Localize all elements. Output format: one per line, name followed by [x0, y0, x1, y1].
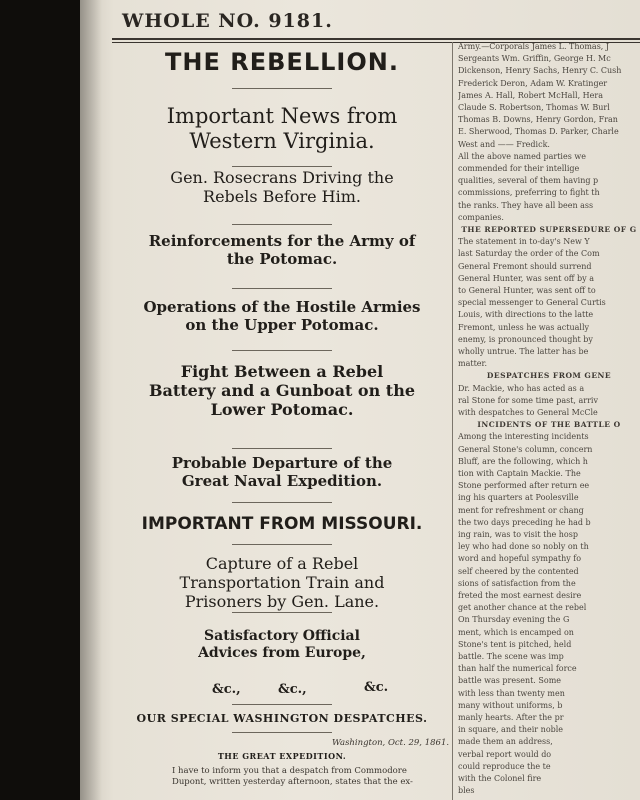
headline-rebellion: THE REBELLION.	[165, 48, 399, 76]
despatches-heading: OUR SPECIAL WASHINGTON DESPATCHES.	[136, 712, 428, 725]
column-text-line: ment, which is encamped on	[458, 627, 574, 637]
column-text-line: All the above named parties we	[458, 151, 586, 161]
column-subhead: THE REPORTED SUPERSEDURE OF G	[461, 225, 637, 234]
column-text-line: in square, and their noble	[458, 725, 564, 735]
column-text-line: ley who had done so nobly on th	[458, 542, 589, 552]
column-text-line: tion with Captain Mackie. The	[458, 469, 581, 478]
headline-hostile-armies: Operations of the Hostile Armies on the Upper Potomac.	[143, 298, 421, 334]
column-text-line: wholly untrue. The latter has be	[458, 347, 589, 356]
column-text-line: to General Hunter, was sent off to	[458, 286, 596, 295]
column-text-line: Thomas B. Downs, Henry Gordon, Fran	[458, 115, 618, 125]
headline-gen-lane: Capture of a Rebel Transportation Train and Prisoners by Gen. Lane.	[179, 554, 385, 612]
column-text-line: General Hunter, was sent off by a	[458, 273, 594, 283]
column-text-line: Among the interesting incidents	[458, 432, 589, 442]
page-gutter-shadow	[80, 0, 102, 800]
column-text-line: qualities, several of them having p	[458, 176, 599, 186]
headline-missouri: IMPORTANT FROM MISSOURI.	[141, 514, 423, 534]
column-text-line: On Thursday evening the G	[458, 615, 570, 625]
headline-rosecrans: Gen. Rosecrans Driving the Rebels Before Him.	[170, 168, 394, 207]
column-text-line: West and —— Fredick.	[458, 139, 550, 149]
headline-rule	[232, 166, 332, 167]
column-text-line: with the Colonel fire	[458, 774, 542, 783]
column-text-line: commended for their intellige	[458, 164, 580, 173]
column-text-line: Stone performed after return ee	[458, 481, 590, 491]
column-text-line: word and hopeful sympathy fo	[458, 554, 582, 564]
column-text-line: ral Stone for some time past, arriv	[458, 395, 598, 405]
headline-rule	[232, 732, 332, 733]
column-text-line: battle. The scene was imp	[458, 652, 564, 661]
column-text-line: with despatches to General McCle	[458, 408, 598, 417]
column-text-line: Stone's tent is pitched, held	[458, 639, 572, 649]
column-text-line: freted the most earnest desire	[458, 591, 582, 600]
headline-rule	[232, 224, 332, 225]
column-text-line: ing his quarters at Poolesville	[458, 493, 579, 503]
column-subhead: INCIDENTS OF THE BATTLE O	[477, 420, 621, 430]
column-text-line: commissions, preferring to fight th	[458, 188, 600, 198]
column-text-line: Bluff, are the following, which h	[458, 456, 588, 466]
front-page-column	[112, 44, 452, 800]
adjacent-column	[458, 42, 640, 800]
column-text-line: Army.—Corporals James L. Thomas, J	[458, 42, 610, 51]
despatch-dateline: Washington, Oct. 29, 1861.	[332, 738, 450, 748]
column-text-line: enemy, is pronounced thought by	[458, 334, 593, 344]
column-text-line: last Saturday the order of the Com	[458, 249, 600, 259]
column-text-line: Fremont, unless he was actually	[458, 322, 590, 332]
column-text-line: sions of satisfaction from the	[458, 578, 576, 588]
column-text-line: special messenger to General Curtis	[458, 298, 606, 308]
column-text-line: made them an address,	[458, 737, 553, 747]
headline-rule	[232, 544, 332, 545]
column-text-line: Louis, with directions to the latte	[458, 310, 594, 320]
column-text-line: James A. Hall, Robert McHall, Hera	[458, 90, 603, 100]
headline-western-virginia: Important News from Western Virginia.	[166, 104, 398, 154]
column-text-line: General Fremont should surrend	[458, 261, 592, 271]
headline-rule	[232, 88, 332, 89]
etc-mark: &c.,	[278, 682, 307, 697]
column-text-line: Sergeants Wm. Griffin, George H. Mc	[458, 54, 611, 64]
column-text-line: the two days preceding he had b	[458, 517, 591, 527]
headline-europe: Satisfactory Official Advices from Europe,	[198, 628, 366, 661]
headline-rule	[232, 612, 332, 613]
column-text-line: ing rain, was to visit the hosp	[458, 530, 578, 539]
headline-rebel-battery: Fight Between a Rebel Battery and a Gunboat on the Lower Potomac.	[148, 362, 416, 420]
despatch-text-line: Dupont, written yesterday afternoon, states that the ex-	[172, 777, 413, 787]
headline-rule	[232, 288, 332, 289]
headline-reinforcements: Reinforcements for the Army of the Potomac.	[148, 232, 416, 268]
column-text-line: Claude S. Robertson, Thomas W. Burl	[458, 103, 610, 112]
column-text-line: verbal report would do	[458, 749, 552, 759]
column-text-line: E. Sherwood, Thomas D. Parker, Charle	[458, 127, 619, 137]
column-text-line: Dr. Mackie, who has acted as a	[458, 383, 585, 393]
masthead-rule	[112, 38, 640, 40]
column-text-line: matter.	[458, 359, 488, 369]
issue-number: WHOLE NO. 9181.	[122, 10, 333, 32]
column-text-line: the ranks. They have all been ass	[458, 200, 594, 210]
column-text-line: Dickenson, Henry Sachs, Henry C. Cush	[458, 66, 622, 76]
column-text-line: than half the numerical force	[458, 664, 577, 674]
headline-rule	[232, 704, 332, 705]
etc-mark: &c.	[364, 680, 389, 695]
column-divider	[452, 42, 453, 800]
column-text-line: companies.	[458, 212, 504, 222]
headline-naval-expedition: Probable Departure of the Great Naval Expedition.	[171, 454, 393, 490]
column-text-line: bles	[458, 786, 475, 796]
column-text-line: self cheered by the contented	[458, 566, 579, 576]
column-text-line: battle was present. Some	[458, 676, 562, 686]
column-text-line: ment for refreshment or chang	[458, 505, 584, 515]
column-text-line: General Stone's column, concern	[458, 444, 593, 454]
despatch-subhead: THE GREAT EXPEDITION.	[217, 751, 347, 761]
column-text-line: with less than twenty men	[458, 688, 565, 698]
column-text-line: could reproduce the te	[458, 761, 551, 771]
headline-rule	[232, 502, 332, 503]
headline-rule	[232, 350, 332, 351]
column-subhead: DESPATCHES FROM GENE	[486, 371, 612, 381]
etc-mark: &c.,	[212, 682, 241, 697]
column-text-line: get another chance at the rebel	[458, 603, 587, 613]
despatch-text-line: I have to inform you that a despatch from Commodore	[172, 766, 407, 776]
column-text-line: The statement in to-day's New Y	[458, 237, 590, 247]
column-text-line: many without uniforms, b	[458, 700, 563, 710]
column-text-line: Frederick Deron, Adam W. Kratinger	[458, 78, 608, 88]
column-text-line: manly hearts. After the pr	[458, 713, 564, 722]
headline-rule	[232, 448, 332, 449]
